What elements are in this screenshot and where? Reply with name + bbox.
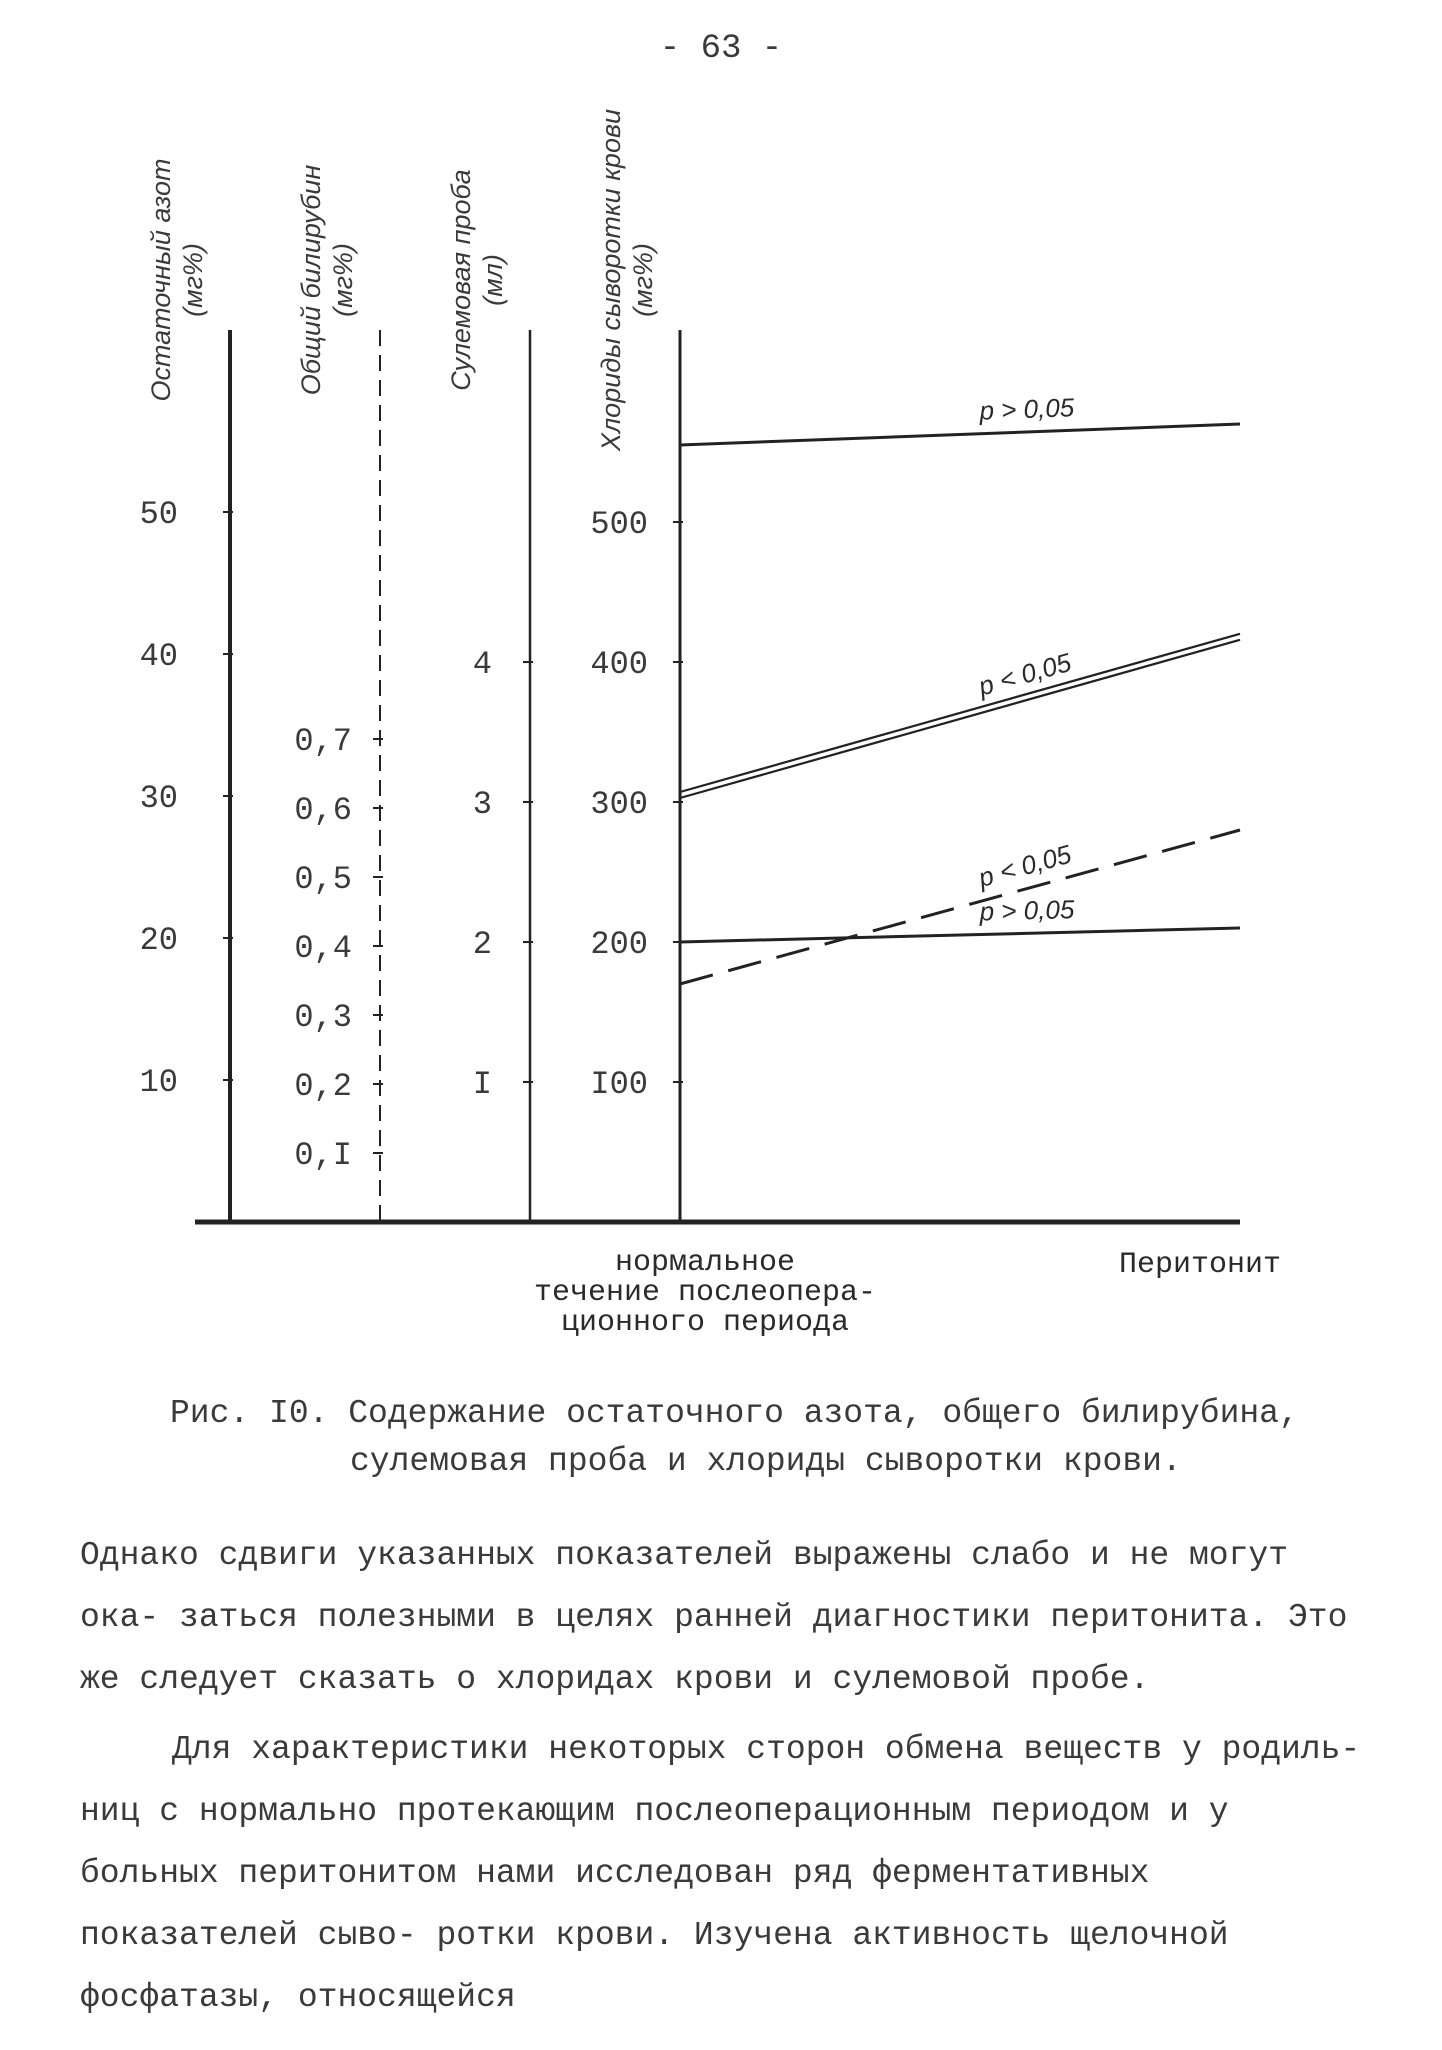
axis-1-tick-label: 10 [139, 1064, 178, 1101]
series-3-line [680, 928, 1240, 942]
axis-3-tick-label: 2 [472, 926, 492, 963]
series-4-line [680, 830, 1240, 984]
axis-2-title: Общий билирубин [296, 164, 326, 396]
category-normal-line-2: течение послеопера- [533, 1276, 877, 1310]
axis-1-tick-label: 50 [139, 496, 178, 533]
page-number: - 63 - [659, 30, 783, 68]
series-1-line [680, 424, 1240, 445]
axis-1-title: Остаточный азот [146, 158, 176, 402]
axis-3-title: Сулемовая проба [446, 169, 476, 391]
axis-3-tick-label: I [472, 1066, 492, 1103]
series-layer [680, 424, 1240, 984]
caption-line-1: Рис. I0. Содержание остаточного азота, общего билирубина, [170, 1395, 1299, 1432]
axis-3-tick-label: 3 [472, 786, 492, 823]
series-2-line [680, 634, 1240, 792]
axis-1-tick-label: 40 [139, 638, 178, 675]
series-1-p-label: p > 0,05 [978, 392, 1075, 426]
axis-2-tick-label: 0,6 [294, 792, 352, 829]
axis-1-unit: (мг%) [178, 243, 208, 317]
axis-4-tick-label: 500 [590, 506, 648, 543]
caption-line-2: сулемовая проба и хлориды сыворотки крови. [350, 1443, 1182, 1480]
axis-4-tick-label: 300 [590, 786, 648, 823]
category-peritonitis: Перитонит [1118, 1248, 1282, 1282]
body-text [80, 1525, 1370, 2029]
series-2-line-b [680, 640, 1240, 798]
axis-2-tick-label: 0,4 [294, 930, 352, 967]
category-normal-line-3: ционного периода [560, 1306, 850, 1340]
axis-1-tick-label: 20 [139, 922, 178, 959]
axis-2-tick-label: 0,2 [294, 1068, 352, 1105]
axis-2-tick-label: 0,5 [294, 861, 352, 898]
axis-2-unit: (мг%) [328, 243, 358, 317]
axis-1-tick-label: 30 [139, 780, 178, 817]
axis-4-tick-label: 400 [590, 646, 648, 683]
axis-4-unit: (мг%) [628, 243, 658, 317]
series-3-p-label: p > 0,05 [979, 894, 1075, 927]
paragraph-2: Для характеристики некоторых сторон обмена веществ у родиль- ниц с нормально протекающим послеоперационным периодом и у больных перитонитом нами исследован ряд ферментативных показателей сыво- ротки крови. Изучена активность щелочной фосфатазы, относящейся [80, 1731, 1361, 2016]
axis-3-tick-label: 4 [472, 646, 492, 683]
axis-2-tick-label: 0,I [294, 1137, 352, 1174]
paragraph-1: Однако сдвиги указанных показателей выражены слабо и не могут ока- заться полезными в целях ранней диагностики перитонита. Это же следует сказать о хлоридах крови и сулемовой пробе. [80, 1537, 1348, 1698]
axes-layer [140, 109, 1240, 1222]
axis-2-tick-label: 0,7 [294, 723, 352, 760]
category-normal-line-1: нормальное [614, 1246, 796, 1280]
axis-2-tick-label: 0,3 [294, 999, 352, 1036]
series-4-p-label: p < 0,05 [975, 838, 1075, 893]
figure-caption [170, 1390, 1320, 1486]
axis-3-unit: (мл) [478, 254, 508, 306]
axis-4-title: Хлориды сыворотки крови [596, 108, 626, 452]
axis-4-tick-label: 200 [590, 926, 648, 963]
series-2-p-label: p < 0,05 [975, 646, 1075, 702]
axis-4-tick-label: I00 [590, 1066, 648, 1103]
